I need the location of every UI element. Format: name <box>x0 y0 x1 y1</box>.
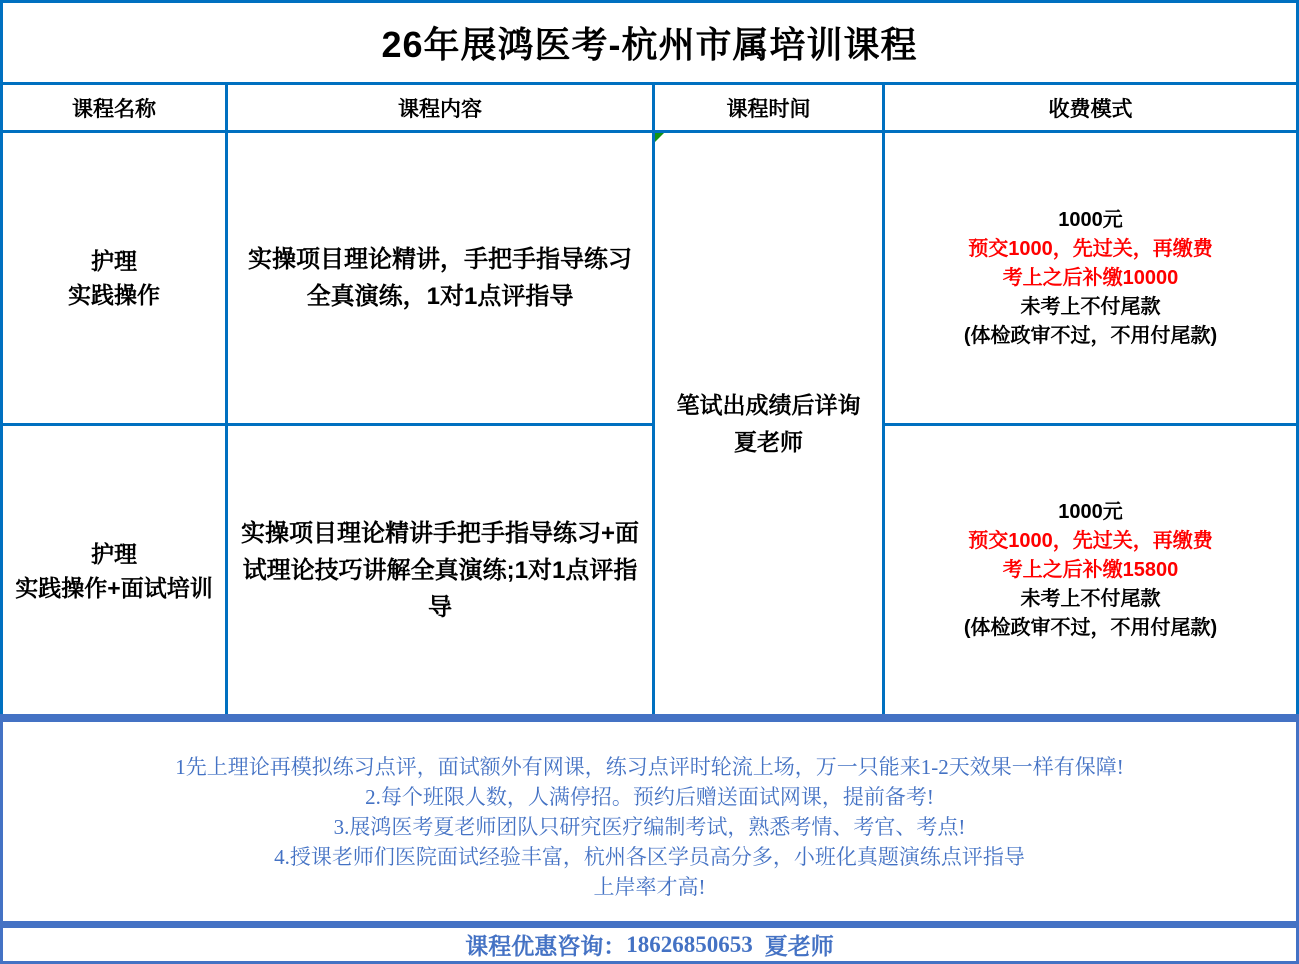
fee-red-line: 预交1000，先过关，再缴费 <box>968 530 1213 552</box>
course-content-line: 全真演练，1对1点评指导 <box>306 283 574 310</box>
contact-bar <box>0 928 1299 961</box>
contact-teacher-name: 夏老师 <box>764 934 834 959</box>
fee-red-line: 考上之后补缴15800 <box>1002 559 1179 581</box>
course-content-line: 实操项目理论精讲手把手指导练习+面试理论技巧讲解全真演练;1对1点评指导 <box>240 520 639 621</box>
fee-note: 未考上不付尾款 <box>1020 295 1161 318</box>
promo-notes <box>0 722 1299 921</box>
fee-red-line: 考上之后补缴10000 <box>1002 266 1179 289</box>
fee-price: 1000元 <box>1058 501 1123 523</box>
course-name-line: 实践操作+面试培训 <box>15 574 213 601</box>
table-row-1-course-content <box>228 133 655 426</box>
table-row-1-fee <box>885 133 1296 426</box>
fee-note: 未考上不付尾款 <box>1020 588 1161 610</box>
course-time-line: 夏老师 <box>734 429 803 455</box>
course-time-line: 笔试出成绩后详询 <box>676 392 861 418</box>
promo-note-line: 2.每个班限人数，人满停招。预约后赠送面试网课，提前备考! <box>365 784 934 809</box>
cell-comment-marker-icon <box>655 133 664 142</box>
fee-note: (体检政审不过，不用付尾款) <box>963 617 1218 639</box>
course-content-line: 实操项目理论精讲，手把手指导练习 <box>248 246 632 273</box>
fee-note: (体检政审不过，不用付尾款) <box>963 324 1218 347</box>
promo-note-line: 3.展鸿医考夏老师团队只研究医疗编制考试，熟悉考情、考官、考点! <box>333 814 966 839</box>
contact-label: 课程优惠咨询： <box>465 934 627 959</box>
fee-red-line: 预交1000，先过关，再缴费 <box>968 237 1213 260</box>
column-header-course-time: 课程时间 <box>655 85 885 133</box>
course-time-merged-cell <box>655 133 885 715</box>
course-name-line: 护理 <box>91 540 137 567</box>
table-row-1-course-name <box>3 133 228 426</box>
thick-divider <box>0 921 1299 928</box>
fee-price: 1000元 <box>1058 208 1123 231</box>
column-header-fee-model: 收费模式 <box>885 85 1296 133</box>
course-name-line: 实践操作 <box>68 282 160 308</box>
promo-note-line: 1先上理论再模拟练习点评，面试额外有网课，练习点评时轮流上场，万一只能来1-2天效果一样有保障! <box>175 754 1124 779</box>
column-header-course-name: 课程名称 <box>3 85 228 133</box>
contact-phone-number: 18626850653 <box>626 931 753 957</box>
table-row-2-course-name <box>3 426 228 715</box>
thick-divider <box>0 714 1299 722</box>
page-title: 26年展鸿医考-杭州市属培训课程 <box>3 3 1296 85</box>
course-name-line: 护理 <box>91 248 137 274</box>
promo-note-line: 上岸率才高! <box>593 874 706 899</box>
promo-note-line: 4.授课老师们医院面试经验丰富，杭州各区学员高分多，小班化真题演练点评指导 <box>274 844 1025 869</box>
table-row-2-fee <box>885 426 1296 715</box>
table-row-2-course-content <box>228 426 655 715</box>
column-header-course-content: 课程内容 <box>228 85 655 133</box>
